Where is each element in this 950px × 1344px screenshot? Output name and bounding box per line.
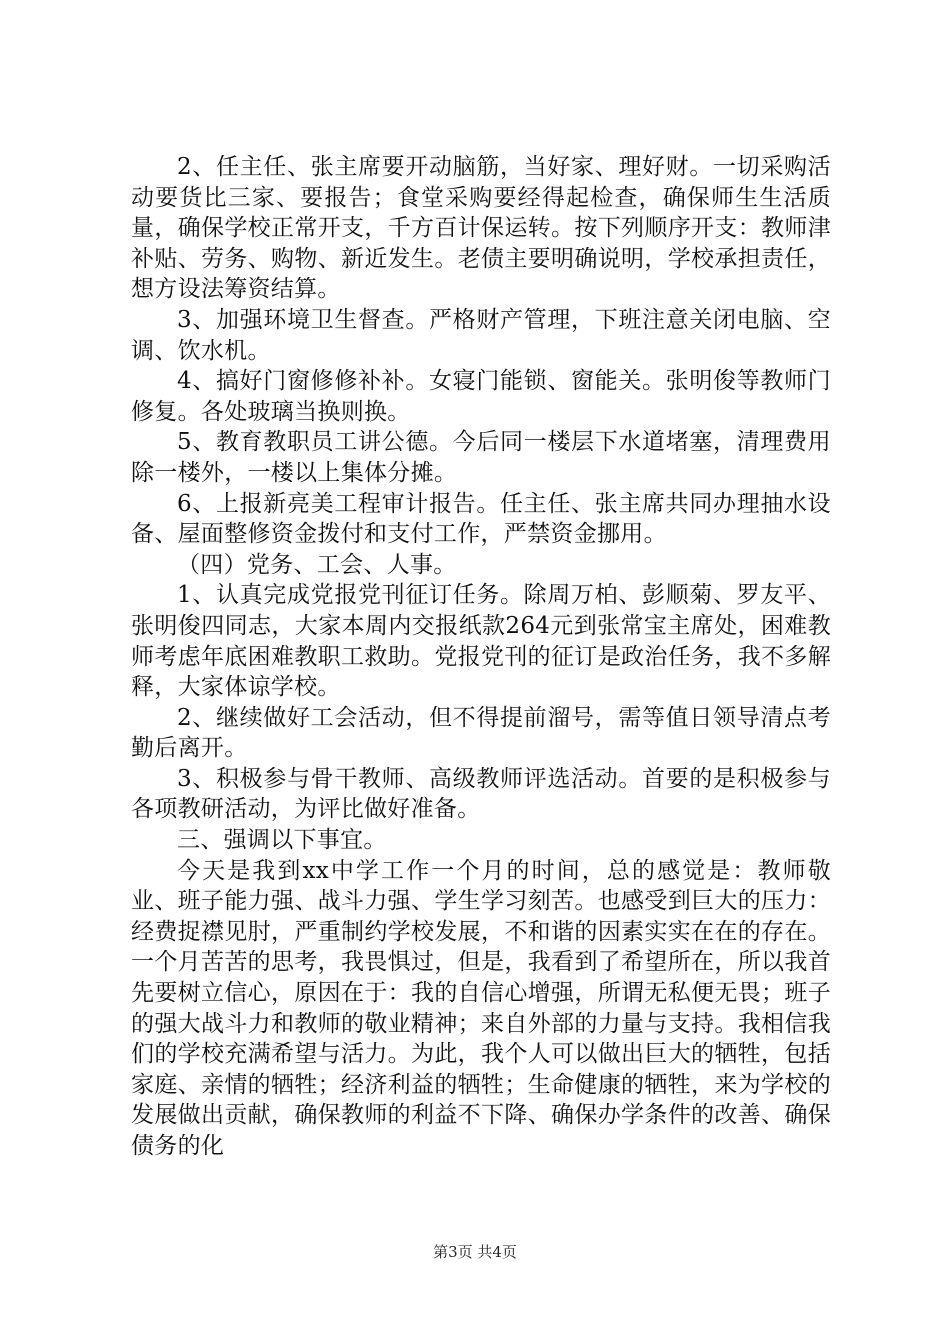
section-heading: （四）党务、工会、人事。 — [177, 551, 457, 578]
paragraph: 3、积极参与骨干教师、高级教师评选活动。首要的是积极参与各项教研活动，为评比做好准备。 — [131, 765, 831, 823]
paragraph: 6、上报新亮美工程审计报告。任主任、张主席共同办理抽水设备、屋面整修资金拨付和支付工作，严禁资金挪用。 — [131, 490, 831, 548]
paragraph: 1、认真完成党报党刊征订任务。除周万柏、彭顺菊、罗友平、张明俊四同志，大家本周内交报纸款264元到张常宝主席处，困难教师考虑年底困难教职工救助。党报党刊的征订是政治任务，我不多解释，大家体谅学校。 — [131, 582, 831, 701]
paragraph: 4、搞好门窗修修补补。女寝门能锁、窗能关。张明俊等教师门修复。各处玻璃当换则换。 — [131, 368, 831, 425]
document-body — [131, 152, 831, 1162]
page-footer: 第3页 共4页 — [433, 1243, 517, 1261]
paragraph: 2、继续做好工会活动，但不得提前溜号，需等值日领导清点考勤后离开。 — [131, 704, 831, 762]
section-heading: 三、强调以下事宜。 — [177, 827, 387, 854]
paragraph: 3、加强环境卫生督查。严格财产管理，下班注意关闭电脑、空调、饮水机。 — [131, 306, 831, 364]
paragraph: 5、教育教职员工讲公德。今后同一楼层下水道堵塞，清理费用除一楼外，一楼以上集体分摊。 — [131, 429, 831, 486]
paragraph: 2、任主任、张主席要开动脑筋，当好家、理好财。一切采购活动要货比三家、要报告；食堂采购要经得起检查，确保师生生活质量，确保学校正常开支，千方百计保运转。按下列顺序开支：教师津补贴、劳务、购物、新近发生。老债主要明确说明，学校承担责任，想方设法筹资结算。 — [131, 154, 831, 303]
paragraph: 今天是我到xx中学工作一个月的时间，总的感觉是：教师敬业、班子能力强、战斗力强、学生学习刻苦。也感受到巨大的压力：经费捉襟见肘，严重制约学校发展，不和谐的因素实实在在的存在。一个月苦苦的思考，我畏惧过，但是，我看到了希望所在，所以我首先要树立信心，原因在于：我的自信心增强，所谓无私便无畏；班子的强大战斗力和教师的敬业精神；来自外部的力量与支持。我相信我们的学校充满希望与活力。为此，我个人可以做出巨大的牺牲，包括家庭、亲情的牺牲；经济利益的牺牲；生命健康的牺牲，来为学校的发展做出贡献，确保教师的利益不下降、确保办学条件的改善、确保债务的化 — [131, 857, 831, 1159]
